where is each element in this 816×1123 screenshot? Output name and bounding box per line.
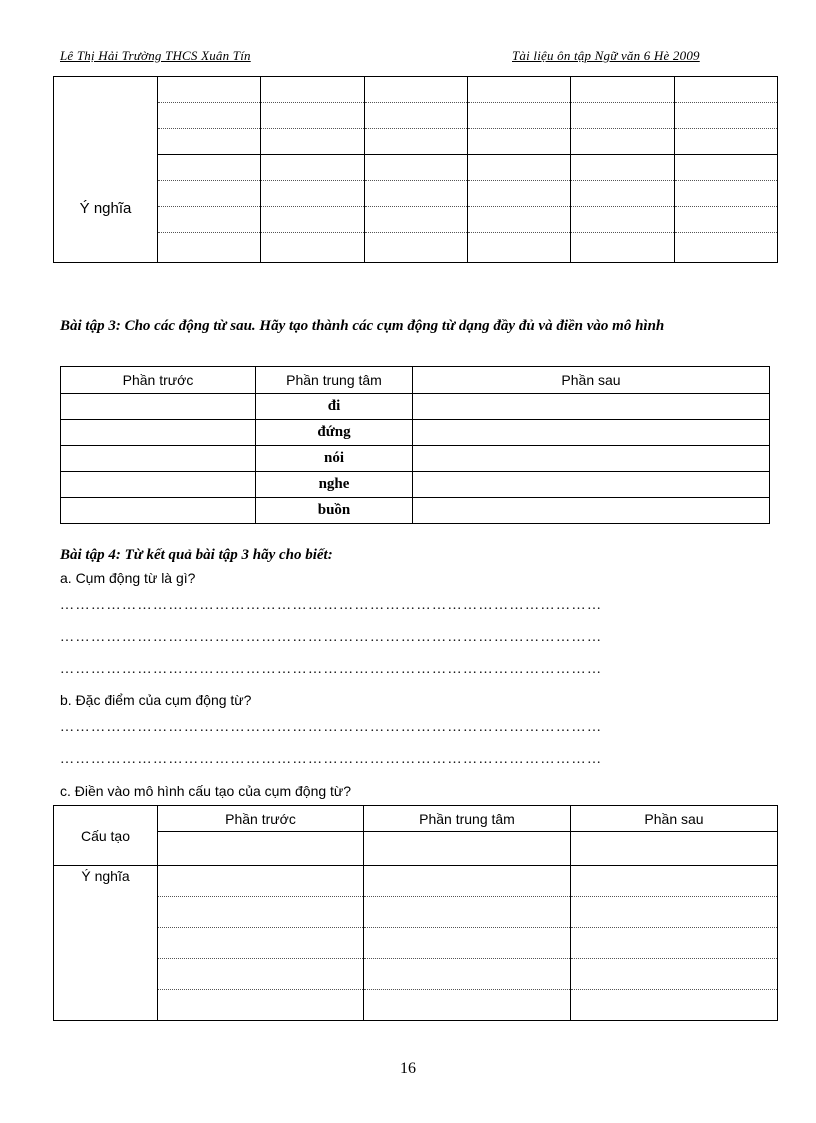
exercise-3-table (60, 366, 770, 524)
header-author: Lê Thị Hải Trường THCS Xuân Tín (60, 48, 251, 63)
answer-line: …………………………………………………………………………………………… (60, 598, 603, 613)
answer-line: …………………………………………………………………………………………… (60, 662, 603, 677)
continued-table (53, 76, 778, 263)
verb-cell: đứng (256, 420, 413, 446)
question-b: b. Đặc điểm của cụm động từ? (60, 692, 252, 708)
header-phan-sau: Phần sau (413, 367, 770, 394)
exercise-4-title: Bài tập 4: Từ kết quả bài tập 3 hãy cho biết: (60, 547, 333, 563)
verb-cell: buồn (256, 498, 413, 524)
answer-line: …………………………………………………………………………………………… (60, 752, 603, 767)
verb-cell: nghe (256, 472, 413, 498)
row-label-y-nghia: Ý nghĩa (54, 866, 158, 1021)
question-c: c. Điền vào mô hình cấu tạo của cụm động từ? (60, 783, 352, 799)
exercise-3-title: Bài tập 3: Cho các động từ sau. Hãy tạo thành các cụm động từ dạng đầy đủ và điền vào mô hình (60, 318, 665, 334)
row-label-cau-tao: Cấu tạo (54, 806, 158, 866)
header-phan-trung-tam: Phần trung tâm (364, 806, 571, 832)
question-a: a. Cụm động từ là gì? (60, 570, 196, 586)
answer-line: …………………………………………………………………………………………… (60, 630, 603, 645)
page-number: 16 (400, 1060, 416, 1077)
verb-phrase-model-table (53, 805, 778, 1021)
verb-cell: nói (256, 446, 413, 472)
row-label-y-nghia: Ý nghĩa (54, 155, 158, 263)
answer-line: …………………………………………………………………………………………… (60, 720, 603, 735)
header-document-title: Tài liệu ôn tập Ngữ văn 6 Hè 2009 (512, 48, 700, 63)
header-phan-truoc: Phần trước (61, 367, 256, 394)
header-phan-trung-tam: Phần trung tâm (256, 367, 413, 394)
header-phan-truoc: Phần trước (158, 806, 364, 832)
verb-cell: đi (256, 394, 413, 420)
header-phan-sau: Phần sau (571, 806, 778, 832)
